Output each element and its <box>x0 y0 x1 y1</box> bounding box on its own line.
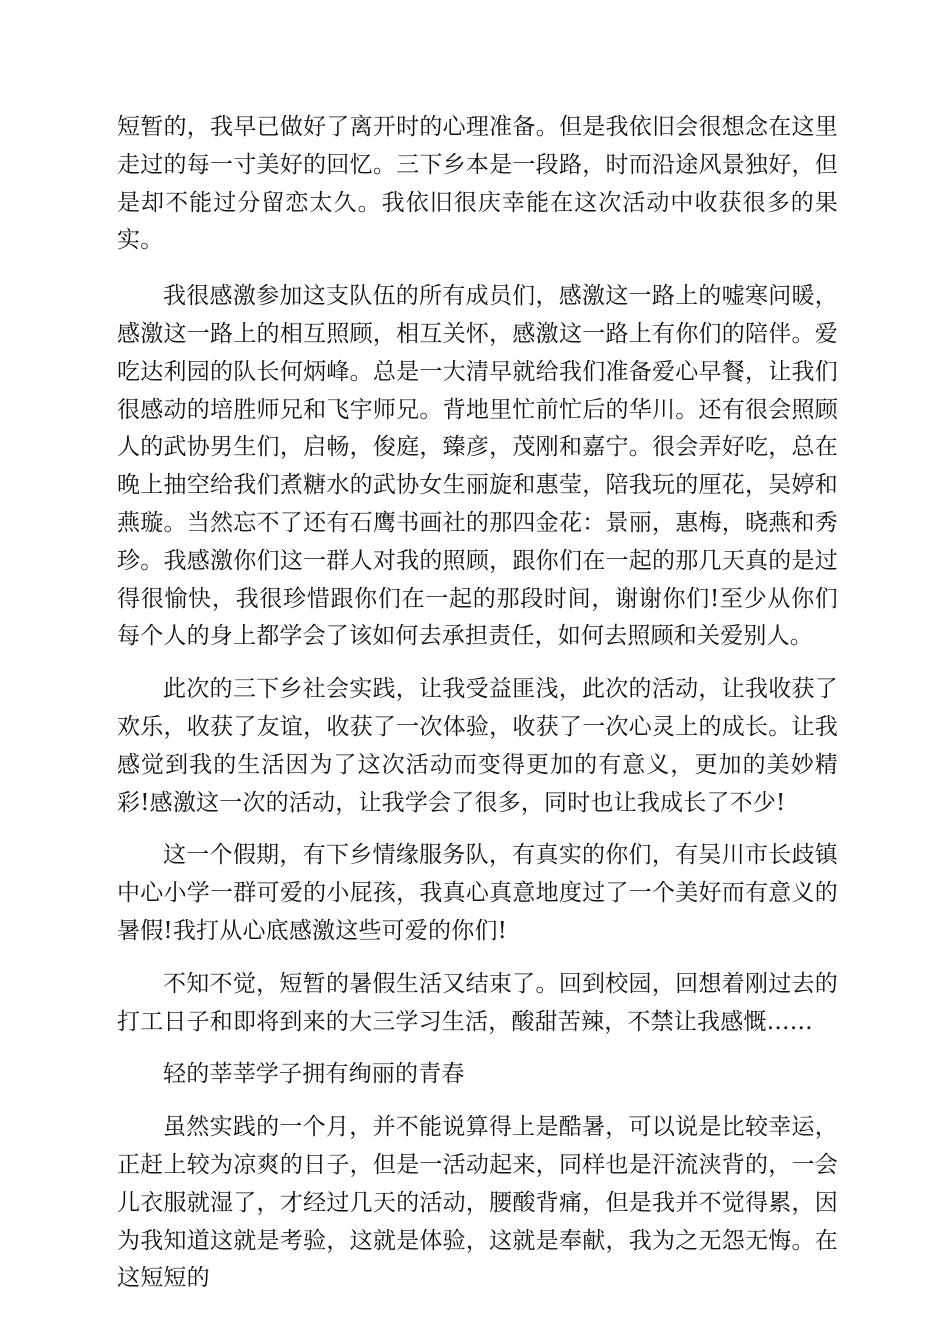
paragraph-5: 不知不觉，短暂的暑假生活又结束了。回到校园，回想着刚过去的打工日子和即将到来的大三学习生活，酸甜苦辣，不禁让我感慨…… <box>117 970 838 1035</box>
paragraph-1: 短暂的，我早已做好了离开时的心理准备。但是我依旧会很想念在这里走过的每一寸美好的回忆。三下乡本是一段路，时而沿途风景独好，但是却不能过分留恋太久。我依旧很庆幸能在这次活动中收获很多的果实。 <box>117 114 838 254</box>
paragraph-2: 我很感激参加这支队伍的所有成员们，感激这一路上的嘘寒问暖，感激这一路上的相互照顾，相互关怀，感激这一路上有你们的陪伴。爱吃达利园的队长何炳峰。总是一大清早就给我们准备爱心早餐，让我们很感动的培胜师兄和飞宇师兄。背地里忙前忙后的华川。还有很会照顾人的武协男生们，启畅，俊庭，臻彦，茂刚和嘉宁。很会弄好吃，总在晚上抽空给我们煮糖水的武协女生丽旋和惠莹，陪我玩的厘花，吴婷和燕璇。当然忘不了还有石鹰书画社的那四金花：景丽，惠梅，晓燕和秀珍。我感激你们这一群人对我的照顾，跟你们在一起的那几天真的是过得很愉快，我很珍惜跟你们在一起的那段时间，谢谢你们!至少从你们每个人的身上都学会了该如何去承担责任，如何去照顾和关爱别人。 <box>117 283 838 650</box>
paragraph-4: 这一个假期，有下乡情缘服务队，有真实的你们，有吴川市长歧镇中心小学一群可爱的小屁孩，我真心真意地度过了一个美好而有意义的暑假!我打从心底感激这些可爱的你们! <box>117 842 838 944</box>
paragraph-6: 轻的莘莘学子拥有绚丽的青春 <box>163 1061 465 1088</box>
paragraph-3: 此次的三下乡社会实践，让我受益匪浅，此次的活动，让我收获了欢乐，收获了友谊，收获了一次体验，收获了一次心灵上的成长。让我感觉到我的生活因为了这次活动而变得更加的有意义，更加的美妙精彩!感激这一次的活动，让我学会了很多，同时也让我成长了不少! <box>117 676 838 816</box>
paragraph-7: 虽然实践的一个月，并不能说算得上是酷暑，可以说是比较幸运，正赶上较为凉爽的日子，但是一活动起来，同样也是汗流浃背的，一会儿衣服就湿了，才经过几天的活动，腰酸背痛，但是我并不觉得累，因为我知道这就是考验，这就是体验，这就是奉献，我为之无怨无悔。在这短短的 <box>117 1114 838 1292</box>
